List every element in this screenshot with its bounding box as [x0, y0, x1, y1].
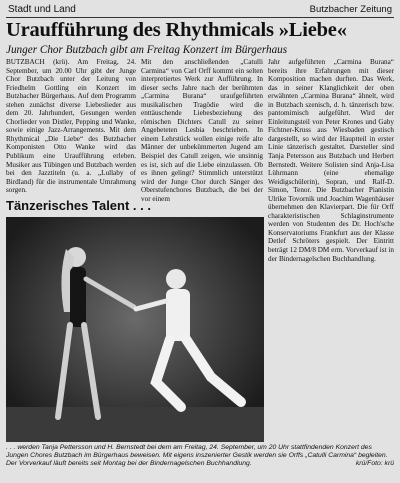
photo-section-title: Tänzerisches Talent . . .: [6, 198, 151, 213]
section-header: [6, 4, 394, 18]
dancers-photo-image: [6, 217, 264, 442]
article-column-3: [268, 58, 394, 283]
article-subheadline: Junger Chor Butzbach gibt am Freitag Konzert im Bürgerhaus: [6, 44, 288, 56]
dancers-photo: [6, 217, 264, 442]
newspaper-name: Butzbacher Zeitung: [309, 4, 392, 15]
photo-caption: [6, 444, 394, 469]
caption-text: . . . werden Tanja Pettersson und H. Bernstedt bei dem am Freitag, 24. September, um 20 Uhr stattfindenden Konzert des Jungen Chores Butzbach im Bürgerhaus beweisen. Mit eigens inszenierter Gestik werden sie Orffs „Catulli Carmina“ begleiten. Der Vorverkauf läuft bereits seit Montag bei der Bindernagelschen Buchhandlung.: [6, 444, 388, 468]
column-3-text: Jahr aufgeführten „Carmina Burana“ bereits ihre Erfahrungen mit dieser Komposition machen durften. Das Werk, das in seiner Klanglichkeit der oben erwähnten „Carmina Burana“ ähnelt, wird in Butzbach szenisch, d. h. tänzerisch bzw. pantomimisch aufgeführt. Wird der Einleitungsteil von Peter Krones und Gaby Fichtner-Kruss aus Wiesbaden gestisch dargestellt, so wird der Hauptteil in erster Linie tänzerisch gestaltet. Darsteller sind Tanja Petersson aus Butzbach und Herbert Bernstedt. Weitere Solisten sind Anja-Lisa Lührmann (eine ehemalige Weidigschülerin), Sopran, und Ralf-D. Simon, Tenor. Die Butzbacher Pianistin Ulrike Tovornik und Joachim Wagenhäuser übernehmen den Klavierpart. Die für Orff charakteristischen Schlaginstrumente werden von Studenten des Dr. Hoch'sche Konservatoriums Frankfurt aus der Klasse Detlef Schröters gespielt. Der Eintritt beträgt 12 DM/8 DM erm. Vorverkauf ist in der Bindernagelschen Buchhandlung.: [268, 58, 394, 263]
section-name: Stadt und Land: [8, 4, 76, 15]
article-headline: Uraufführung des Rhythmicals »Liebe«: [6, 19, 347, 41]
article-column-1: [6, 58, 136, 194]
article-column-2: [141, 58, 263, 203]
stage-floor: [6, 407, 264, 442]
photo-credit: krü/Foto: krü: [355, 460, 394, 468]
column-1-text: BUTZBACH (krü). Am Freitag, 24. September, um 20.00 Uhr gibt der Junge Chor Butzbach unter der Leitung von Friedhelm Gottling ein Konzert im Butzbacher Bürgerhaus. Auf dem Programm stehen zunächst diverse Liebeslieder aus dem 20. Jahrhundert, Gesungen werden Chorlieder von Distler, Pepping und Wanke, sowie einige Jazz-Arrangements. Mit dem Rhythmical „Die Liebe“ des Butzbacher Komponisten Otto Wanke wird das Publikum eine Uraufführung erleben. Musiker aus Tübingen und Butzbach werden bei den Jazztiteln (u. a. „Lullaby of Birdland) für die instrumentale Umrahmung sorgen.: [6, 58, 136, 195]
column-2-text: Mit den anschließenden „Catulli Carmina“ von Carl Orff kommt ein selten interpretiertes Werk zur Aufführung. In dieser sechs Jahre nach der berühmten „Carmina Burana“ uraufgeführten musikalischen Tragödie wird die enttäuschende Liebesbeziehung des römischen Dichters Catull zu seiner Angebeteten Lesbia beschrieben. In einem Lehrstück wollen einige reife alte Männer der unbekümmerten Jugend am Beispiel des Catull zeigen, wie unsinnig es ist, sich auf die Liebe einzulassen. Ob es ihnen gelingt? Stimmlich unterstützt wird der Junge Chor durch Sänger des Oberstufenchores Butzbach, die bei der vor einem: [141, 58, 263, 203]
